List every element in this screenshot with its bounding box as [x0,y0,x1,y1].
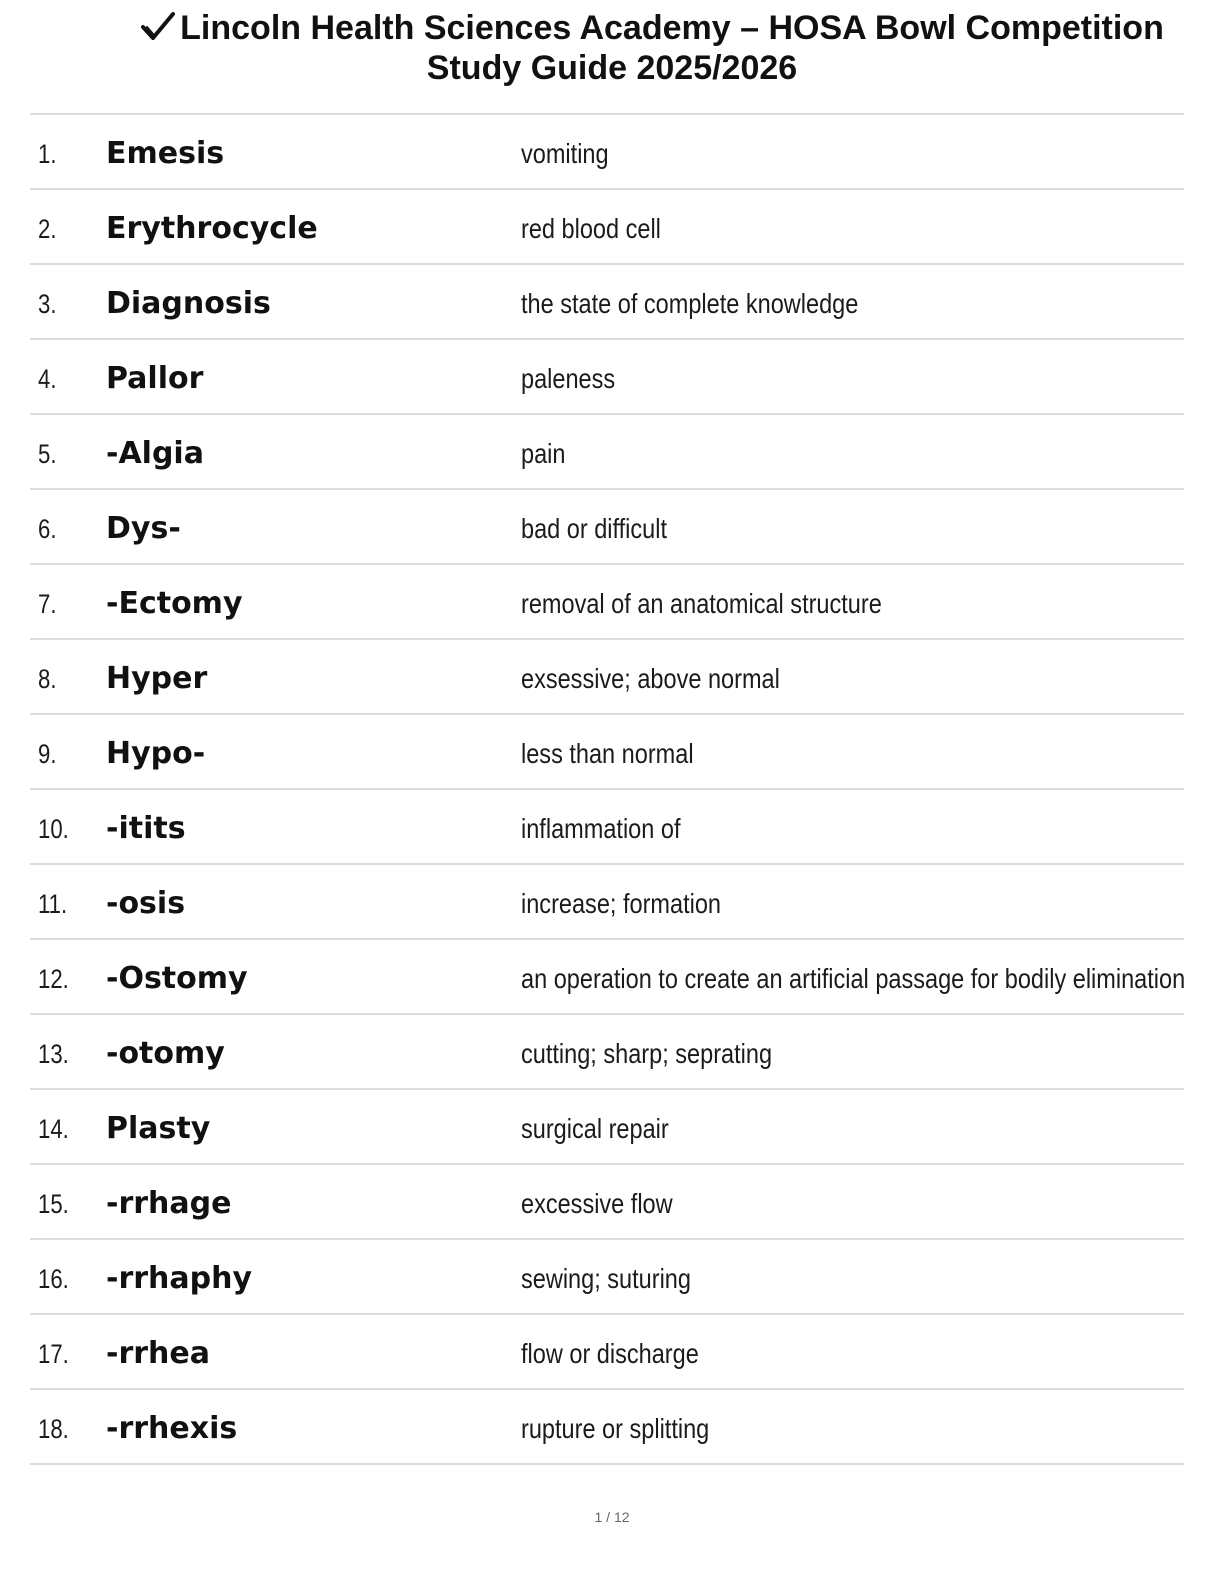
term-number: 15. [38,1189,69,1219]
term-word: -rrhage [106,1186,232,1221]
term-number: 4. [38,364,57,394]
term-row [30,1315,1184,1390]
term-word: -Algia [106,436,204,471]
term-word: -Ostomy [106,961,248,996]
term-row [30,1165,1184,1240]
term-word: Diagnosis [106,286,271,321]
term-row [30,1240,1184,1315]
term-word: Hyper [106,661,208,696]
term-definition: bad or difficult [521,513,668,544]
term-number: 11. [38,889,68,919]
term-word: Emesis [106,136,225,171]
term-definition: sewing; suturing [521,1263,691,1294]
term-row [30,790,1184,865]
term-definition: vomiting [521,138,609,169]
term-definition: less than normal [521,738,694,769]
term-number: 1. [38,139,57,169]
term-number: 10. [38,814,69,844]
term-word: -rrhaphy [106,1261,253,1296]
term-row [30,265,1184,340]
term-row [30,190,1184,265]
term-word: Erythrocycle [106,211,318,246]
term-row [30,1015,1184,1090]
term-definition: increase; formation [521,888,722,919]
term-definition: rupture or splitting [521,1413,710,1444]
term-row [30,1090,1184,1165]
term-definition: surgical repair [521,1113,669,1144]
term-number: 2. [38,214,57,244]
term-number: 9. [38,739,57,769]
term-definition: cutting; sharp; seprating [521,1038,773,1069]
term-row [30,715,1184,790]
term-definition: flow or discharge [521,1338,699,1369]
document-title [0,8,1224,48]
term-number: 8. [38,664,57,694]
term-row [30,940,1184,1015]
term-word: -otomy [106,1036,225,1071]
term-word: Hypo- [106,736,206,771]
term-number: 7. [38,589,57,619]
term-number: 13. [38,1039,69,1069]
page-indicator: 1 / 12 [594,1509,630,1525]
term-row [30,865,1184,940]
term-definition: an operation to create an artificial passage for bodily elimination [521,963,1186,994]
term-word: Pallor [106,361,204,396]
term-row [30,640,1184,715]
term-definition: exsessive; above normal [521,663,780,694]
term-word: -rrhexis [106,1411,238,1446]
term-row [30,490,1184,565]
term-word: -osis [106,886,186,921]
term-number: 14. [38,1114,69,1144]
term-number: 16. [38,1264,69,1294]
terms-list [30,115,1184,1465]
term-row [30,115,1184,190]
term-number: 18. [38,1414,69,1444]
term-definition: inflammation of [521,813,681,844]
title-line-1: Lincoln Health Sciences Academy – HOSA Bowl Competition [180,9,1164,47]
term-definition: the state of complete knowledge [521,288,859,319]
term-word: -rrhea [106,1336,210,1371]
term-word: Plasty [106,1111,211,1146]
term-definition: red blood cell [521,213,661,244]
term-row [30,565,1184,640]
term-row [30,415,1184,490]
term-row [30,340,1184,415]
term-word: -itits [106,811,186,846]
term-word: -Ectomy [106,586,243,621]
term-word: Dys- [106,511,181,546]
term-definition: pain [521,438,566,469]
term-number: 17. [38,1339,69,1369]
term-number: 12. [38,964,69,994]
term-definition: removal of an anatomical structure [521,588,882,619]
document-header [0,8,1224,88]
term-row [30,1390,1184,1465]
term-definition: paleness [521,363,616,394]
term-number: 5. [38,439,57,469]
title-line-2: Study Guide 2025/2026 [426,49,798,87]
term-number: 3. [38,289,57,319]
term-number: 6. [38,514,57,544]
term-definition: excessive flow [521,1188,673,1219]
checkmark-icon [140,11,176,43]
